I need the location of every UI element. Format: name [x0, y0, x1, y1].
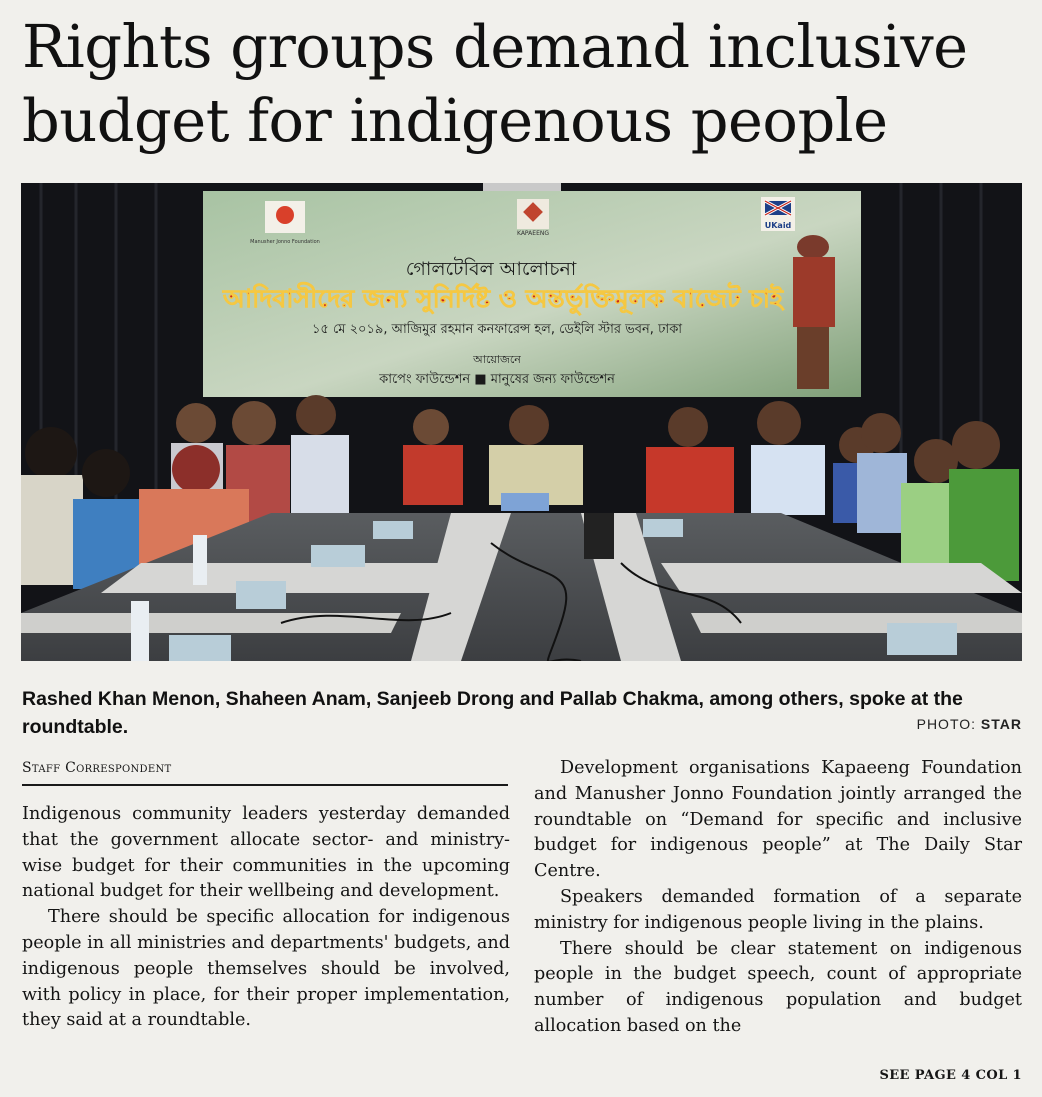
logo-ukaid: UKaid — [764, 221, 792, 230]
paragraph: Indigenous community leaders yesterday demanded that the government allocate sector- and ministry-wise budget for their communities in the upcoming national budget for their wellbeing and development. — [22, 804, 510, 902]
paragraph: There should be clear statement on indigenous people in the budget speech, count of appropriate number of indigenous population and budget allocation based on the — [534, 938, 1022, 1036]
banner-line-1: গোলটেবিল আলোচনা — [405, 258, 577, 280]
photo-caption: Rashed Khan Menon, Shaheen Anam, Sanjeeb Drong and Pallab Chakma, among others, spoke at the roundtable. — [22, 688, 963, 738]
continued-jump-line: SEE PAGE 4 COL 1 — [879, 1068, 1022, 1083]
photo-credit-prefix: PHOTO: — [916, 716, 981, 732]
paragraph: Development organisations Kapaeeng Foundation and Manusher Jonno Foundation jointly arranged the roundtable on “Demand for specific and inclusive budget for indigenous people” at The Daily Star Centre. — [534, 758, 1022, 882]
paragraph: There should be specific allocation for indigenous people in all ministries and departments' budgets, and indigenous people themselves should be involved, with policy in place, for their proper implementation, they said at a roundtable. — [22, 907, 510, 1031]
byline: Staff Correspondent — [22, 760, 508, 786]
paragraph: Speakers demanded formation of a separate ministry for indigenous people living in the plains. — [534, 886, 1022, 933]
photo-credit-source: STAR — [980, 716, 1022, 732]
logo-kapaeeng: KAPAEENG — [517, 230, 549, 237]
banner-organizers: কাপেং ফাউন্ডেশন ■ মানুষের জন্য ফাউন্ডেশন — [379, 372, 615, 387]
photo-credit — [917, 716, 1022, 732]
article-column-left — [22, 802, 510, 1034]
headline: Rights groups demand inclusive budget for indigenous people — [22, 12, 968, 155]
banner-date-venue: ১৫ মে ২০১৯, আজিমুর রহমান কনফারেন্স হল, ডেইলি স্টার ভবন, ঢাকা — [311, 322, 683, 337]
news-photo — [21, 183, 1022, 661]
logo-mjf: Manusher Jonno Foundation — [250, 239, 320, 245]
event-banner — [203, 191, 861, 397]
banner-title: আদিবাসীদের জন্য সুনির্দিষ্ট ও অন্তর্ভুক্তিমূলক বাজেট চাই — [222, 284, 784, 313]
banner-organizer-label: আয়োজনে — [473, 353, 521, 366]
article-column-right — [534, 756, 1022, 1040]
